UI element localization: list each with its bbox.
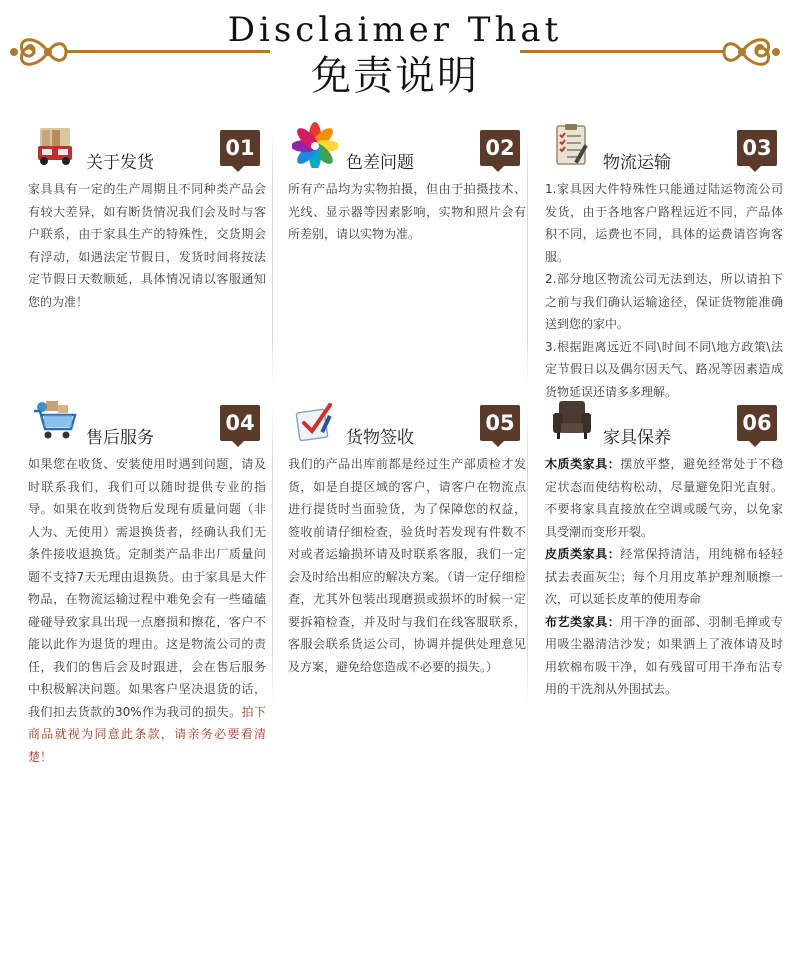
section-number-badge: 06	[737, 405, 777, 441]
section-receipt	[288, 395, 526, 678]
section-text: 如果您在收货、安装使用时遇到问题，请及时联系我们，我们可以随时提供专业的指导。如果在收到货物后发现有质量问题（非人为、无使用）需退换货者，经确认我们无条件接收退换货。定制类产品非出厂质量问题不支持7天无理由退换货。由于家具是大件物品，在物流运输过程中难免会有一些磕磕碰碰导致家具出现一点磨损和擦花，客户不能以此作为退货的理由。这是物流公司的责任，我们的售后会及时跟进，会在售后服务中积极解决问题。如果客户坚决退货的话，我们扣去货款的30%作为我司的损失。拍下商品就视为同意此条款，请亲务必要看清楚！	[28, 457, 266, 764]
section-number-badge: 04	[220, 405, 260, 441]
section-number-badge: 05	[480, 405, 520, 441]
section-shipping	[28, 120, 266, 313]
section-color-difference	[288, 120, 526, 246]
section-text: 所有产品均为实物拍摄，但由于拍摄技术、光线、显示器等因素影响，实物和照片会有所差别，请以实物为准。	[288, 182, 526, 241]
section-text: 2.部分地区物流公司无法到达，所以请拍下之前与我们确认运输途径，保证货物能准确送到您的家中。	[545, 272, 783, 331]
clipboard-checklist-icon	[549, 122, 595, 168]
section-title: 色差问题	[346, 153, 414, 173]
delivery-truck-icon	[32, 122, 78, 168]
column-divider	[272, 405, 273, 705]
care-leather: 皮质类家具：经常保持清洁，用纯棉布轻轻拭去表面灰尘；每个月用皮革护理剂顺擦一次，可以延长皮革的使用寿命	[545, 547, 783, 606]
care-label: 皮质类家具：	[545, 547, 621, 561]
section-number-badge: 01	[220, 130, 260, 166]
section-text: 我们的产品出库前都是经过生产部质检才发货，如是自提区域的客户，请客户在物流点进行提货时当面验货，为了保障您的权益，签收前请仔细检查，验货时若发现有件数不对或者运输损坏请及时联系客服，我们一定会及时给出相应的解决方案。（请一定仔细检查，尤其外包装出现磨损或损坏的时候一定要拆箱检查，并及时与我们在线客服联系，客服会联系货运公司，协调并提供处理意见及方案，避免给您造成不必要的损失。）	[288, 457, 526, 674]
section-number-badge: 02	[480, 130, 520, 166]
section-title: 家具保养	[603, 428, 671, 448]
section-text: 家具具有一定的生产周期且不同种类产品会有较大差异，如有断货情况我们会及时与客户联系，由于家具生产的特殊性，交货期会有浮动，如遇法定节假日，发货时间将按法定节假日天数顺延，具体情况请以客服通知您的为准！	[28, 182, 266, 309]
color-palette-icon	[292, 122, 338, 168]
section-furniture-care	[545, 395, 783, 701]
column-divider	[527, 405, 528, 705]
section-number-badge: 03	[737, 130, 777, 166]
page-header	[0, 0, 790, 105]
section-title: 货物签收	[346, 428, 414, 448]
column-divider	[527, 130, 528, 385]
title-english: Disclaimer That	[227, 10, 563, 50]
section-title: 物流运输	[603, 153, 671, 173]
care-wood: 木质类家具：摆放平整，避免经常处于不稳定状态而使结构松动，尽量避免阳光直射。不要将家具直接放在空调或暖气旁，以免家具受潮而变形开裂。	[545, 457, 783, 539]
document-check-icon	[292, 397, 338, 443]
highlight-notice: 拍下商品就视为同意此条款，请亲务必要看清楚！	[28, 704, 266, 764]
section-after-sales	[28, 395, 266, 768]
column-divider	[272, 130, 273, 385]
armchair-icon	[549, 397, 595, 443]
title-chinese: 免责说明	[311, 53, 479, 99]
section-text: 1.家具因大件特殊性只能通过陆运物流公司发货，由于各地客户路程远近不同，产品体积不同，运费也不同，具体的运费请咨询客服。	[545, 182, 783, 264]
section-title: 售后服务	[86, 428, 154, 448]
care-label: 木质类家具：	[545, 457, 621, 471]
shopping-cart-icon	[32, 397, 78, 443]
care-label: 布艺类家具：	[545, 614, 621, 629]
care-fabric: 布艺类家具：用干净的面部、羽制毛掸或专用吸尘器清洁沙发；如果洒上了液体请及时用软棉布吸干净，如有残留可用干净布沾专用的干洗剂从外围拭去。	[545, 614, 783, 696]
section-logistics	[545, 120, 783, 403]
section-title: 关于发货	[86, 153, 154, 173]
section-text: 3.根据距离远近不同\时间不同\地方政策\法定节假日以及偶尔因天气、路况等因素造成货物延误还请多多理解。	[545, 339, 783, 399]
